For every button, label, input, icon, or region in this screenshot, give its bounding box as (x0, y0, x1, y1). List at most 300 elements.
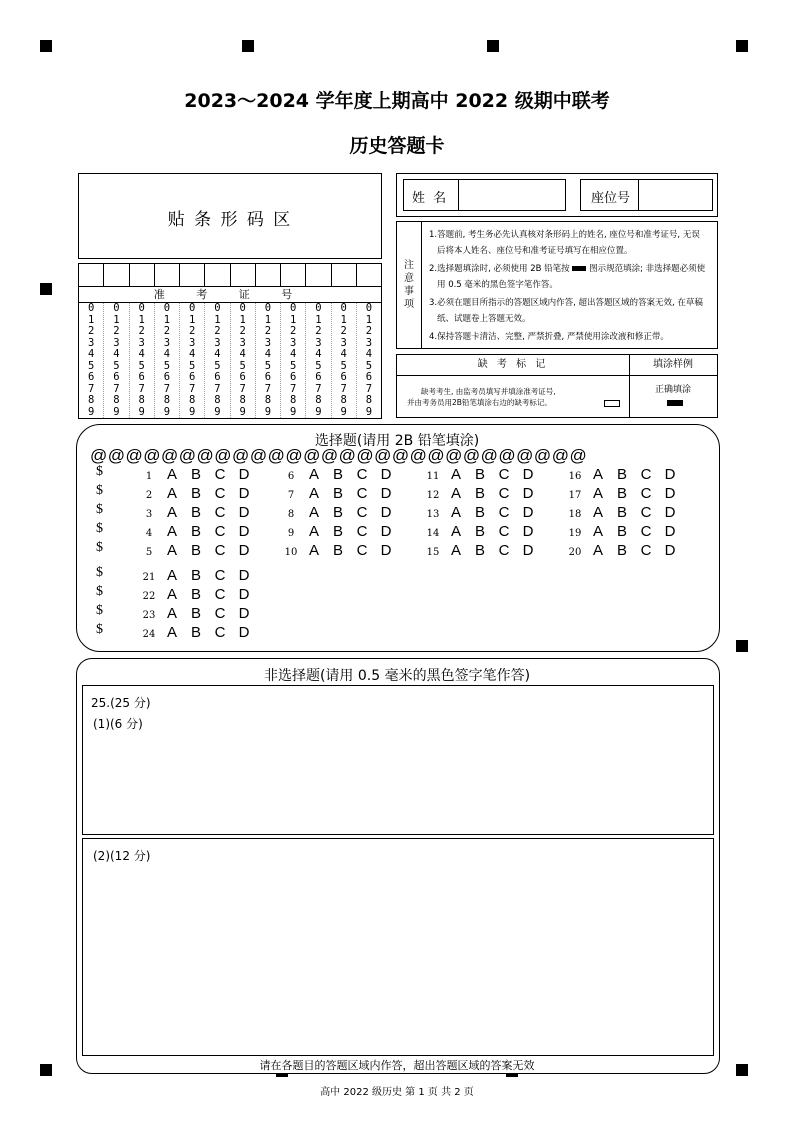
option-bubble-b[interactable]: B (190, 542, 201, 559)
id-digit-column (180, 303, 205, 418)
question-number: 12 (426, 490, 440, 501)
row-marker: $ (96, 521, 103, 536)
option-bubble-c[interactable]: C (356, 485, 368, 502)
option-bubble-d[interactable]: D (238, 567, 250, 584)
id-digit-bubble[interactable]: 6 (264, 371, 272, 383)
info-box (396, 173, 718, 217)
id-digit-bubble[interactable]: 1 (315, 313, 322, 326)
question-row (280, 504, 398, 521)
id-cell[interactable] (155, 264, 180, 286)
id-digit-bubble[interactable]: 9 (289, 405, 297, 418)
id-digit-bubble[interactable]: 0 (188, 302, 196, 314)
id-digit-bubble[interactable]: 4 (315, 348, 322, 360)
part1-label: (1)(6 分) (93, 717, 143, 731)
id-digit-bubble[interactable]: 4 (87, 348, 95, 360)
id-digit-bubble[interactable]: 1 (163, 313, 171, 326)
id-digit-bubble[interactable]: 9 (239, 405, 246, 418)
option-bubble-c[interactable]: C (640, 504, 652, 521)
id-digit-bubble[interactable]: 5 (87, 359, 95, 372)
id-digit-bubble[interactable]: 3 (188, 336, 196, 349)
id-digit-bubble[interactable]: 2 (87, 325, 95, 337)
option-bubble-b[interactable]: B (616, 523, 627, 540)
id-digit-column (205, 303, 230, 418)
id-digit-bubble[interactable]: 0 (365, 302, 373, 314)
answer-box-1[interactable] (82, 685, 714, 835)
id-digit-bubble[interactable]: 2 (365, 325, 373, 337)
option-bubble-c[interactable]: C (214, 567, 226, 584)
id-digit-bubble[interactable]: 7 (87, 382, 95, 395)
id-digit-bubble[interactable]: 8 (340, 394, 347, 406)
id-digit-bubble[interactable]: 2 (264, 325, 272, 337)
id-digit-bubble[interactable]: 7 (289, 382, 297, 395)
option-bubble-a[interactable]: A (592, 485, 603, 502)
option-bubble-a[interactable]: A (308, 485, 319, 502)
option-bubble-b[interactable]: B (474, 504, 485, 521)
option-bubble-c[interactable]: C (214, 542, 226, 559)
option-bubble-a[interactable]: A (450, 485, 461, 502)
id-digit-bubble[interactable]: 6 (315, 371, 322, 383)
page-subtitle: 历史答题卡 (349, 135, 445, 157)
option-bubble-c[interactable]: C (640, 523, 652, 540)
row-marker: $ (96, 565, 103, 580)
option-bubble-a[interactable]: A (308, 542, 319, 559)
option-bubble-a[interactable]: A (166, 605, 177, 622)
option-bubble-d[interactable]: D (522, 523, 534, 540)
option-bubble-d[interactable]: D (238, 605, 250, 622)
option-bubble-a[interactable]: A (166, 485, 177, 502)
mc-at-row: @@@@@@@@@@@@@@@@@@@@@@@@@@@@ (90, 446, 588, 465)
option-bubble-b[interactable]: B (332, 504, 343, 521)
id-digit-bubble[interactable]: 3 (214, 336, 221, 349)
id-digit-bubble[interactable]: 0 (239, 302, 246, 314)
id-digit-bubble[interactable]: 4 (138, 348, 145, 360)
id-digit-bubble[interactable]: 4 (289, 348, 297, 360)
id-digit-bubble[interactable]: 7 (264, 382, 272, 395)
option-bubble-b[interactable]: B (474, 466, 485, 483)
question-row (564, 485, 682, 502)
id-digit-bubble[interactable]: 7 (138, 382, 145, 395)
id-digit-bubble[interactable]: 7 (340, 382, 347, 395)
question-number: 11 (426, 471, 440, 482)
option-bubble-c[interactable]: C (356, 504, 368, 521)
id-digit-bubble[interactable]: 9 (87, 405, 95, 418)
id-digit-bubble[interactable]: 8 (365, 394, 373, 406)
id-digit-bubble[interactable]: 1 (188, 313, 196, 326)
id-digit-bubble[interactable]: 3 (163, 336, 171, 349)
id-digit-bubble[interactable]: 1 (214, 313, 221, 326)
question-row (422, 523, 540, 540)
id-digit-bubble[interactable]: 5 (163, 359, 171, 372)
option-bubble-c[interactable]: C (640, 485, 652, 502)
question-number: 3 (145, 509, 153, 520)
id-digit-bubble[interactable]: 6 (365, 371, 373, 383)
question-row (280, 542, 398, 559)
option-bubble-b[interactable]: B (190, 504, 201, 521)
question-number: 15 (426, 547, 440, 558)
option-bubble-c[interactable]: C (214, 485, 226, 502)
option-bubble-c[interactable]: C (356, 466, 368, 483)
timing-mark (736, 40, 748, 52)
id-digit-bubble[interactable]: 1 (87, 313, 95, 326)
option-bubble-b[interactable]: B (332, 466, 343, 483)
option-bubble-d[interactable]: D (380, 504, 392, 521)
id-digit-bubble[interactable]: 3 (289, 336, 297, 349)
id-digit-bubble[interactable]: 8 (264, 394, 272, 406)
id-digit-column (155, 303, 180, 418)
option-bubble-b[interactable]: B (616, 504, 627, 521)
option-bubble-c[interactable]: C (356, 542, 368, 559)
option-bubble-a[interactable]: A (592, 542, 603, 559)
id-cell[interactable] (79, 264, 104, 286)
id-digit-bubble[interactable]: 8 (188, 394, 196, 406)
id-cell[interactable] (231, 264, 256, 286)
option-bubble-a[interactable]: A (592, 504, 603, 521)
id-digit-bubble[interactable]: 8 (289, 394, 297, 406)
id-digit-bubble[interactable]: 8 (113, 394, 120, 406)
row-marker: $ (96, 540, 103, 555)
id-digit-bubble[interactable]: 7 (214, 382, 221, 395)
id-digit-bubble[interactable]: 6 (113, 371, 120, 383)
option-bubble-a[interactable]: A (166, 542, 177, 559)
id-digit-bubble[interactable]: 3 (315, 336, 322, 349)
id-digit-bubble[interactable]: 2 (340, 325, 347, 337)
option-bubble-b[interactable]: B (190, 567, 201, 584)
id-digit-bubble[interactable]: 2 (289, 325, 297, 337)
id-digit-bubble[interactable]: 2 (239, 325, 246, 337)
id-cell[interactable] (104, 264, 129, 286)
id-digit-column (104, 303, 129, 418)
id-digit-bubble[interactable]: 8 (315, 394, 322, 406)
question-number: 23 (142, 610, 156, 621)
id-digit-bubble[interactable]: 3 (239, 336, 246, 349)
option-bubble-b[interactable]: B (474, 485, 485, 502)
option-bubble-b[interactable]: B (616, 485, 627, 502)
option-bubble-a[interactable]: A (450, 504, 461, 521)
option-bubble-c[interactable]: C (214, 624, 226, 641)
id-digit-bubble[interactable]: 3 (87, 336, 95, 349)
option-bubble-b[interactable]: B (616, 542, 627, 559)
page-footer: 高中 2022 级历史 第 1 页 共 2 页 (320, 1087, 474, 1098)
id-cell[interactable] (281, 264, 306, 286)
id-digit-bubble[interactable]: 9 (138, 405, 145, 418)
id-digit-bubble[interactable]: 5 (315, 359, 322, 372)
option-bubble-d[interactable]: D (238, 624, 250, 641)
notes-title: 注意事项 (397, 222, 422, 348)
question-row (138, 504, 256, 521)
option-bubble-b[interactable]: B (474, 542, 485, 559)
id-digit-bubble[interactable]: 5 (188, 359, 196, 372)
option-bubble-d[interactable]: D (238, 466, 250, 483)
question-number: 17 (568, 490, 582, 501)
id-digit-bubble[interactable]: 7 (239, 382, 246, 395)
id-digit-bubble[interactable]: 3 (340, 336, 347, 349)
id-digit-bubble[interactable]: 9 (340, 405, 347, 418)
id-digit-column (256, 303, 281, 418)
id-digit-column (130, 303, 155, 418)
id-digit-bubble[interactable]: 9 (315, 405, 322, 418)
question-number: 20 (568, 547, 582, 558)
id-digit-bubble[interactable]: 9 (188, 405, 196, 418)
question-row (564, 542, 682, 559)
id-cell[interactable] (205, 264, 230, 286)
option-bubble-d[interactable]: D (238, 523, 250, 540)
option-bubble-d[interactable]: D (238, 504, 250, 521)
id-digit-bubble[interactable]: 2 (188, 325, 196, 337)
question-row (138, 485, 256, 502)
id-digit-bubble[interactable]: 8 (163, 394, 171, 406)
option-bubble-a[interactable]: A (450, 542, 461, 559)
option-bubble-c[interactable]: C (498, 485, 510, 502)
id-digit-bubble[interactable]: 5 (365, 359, 373, 372)
option-bubble-c[interactable]: C (214, 605, 226, 622)
id-cell[interactable] (130, 264, 155, 286)
id-digit-bubble[interactable]: 4 (188, 348, 196, 360)
option-bubble-b[interactable]: B (332, 485, 343, 502)
id-digit-bubble[interactable]: 5 (340, 359, 347, 372)
id-digit-bubble[interactable]: 6 (138, 371, 145, 383)
option-bubble-d[interactable]: D (664, 523, 676, 540)
option-bubble-b[interactable]: B (190, 605, 201, 622)
id-digit-bubble[interactable]: 1 (365, 313, 373, 326)
id-digit-bubble[interactable]: 7 (113, 382, 120, 395)
id-digit-bubble[interactable]: 7 (365, 382, 373, 395)
id-digit-bubble[interactable]: 2 (138, 325, 145, 337)
id-digit-bubble[interactable]: 0 (113, 302, 120, 314)
id-digit-bubble[interactable]: 9 (113, 405, 120, 418)
option-bubble-c[interactable]: C (214, 523, 226, 540)
id-digit-bubble[interactable]: 6 (289, 371, 297, 383)
id-digit-bubble[interactable]: 0 (264, 302, 272, 314)
question-row (422, 504, 540, 521)
id-digit-bubble[interactable]: 0 (315, 302, 322, 314)
option-bubble-c[interactable]: C (498, 542, 510, 559)
id-label: 准 考 证 号 (78, 287, 382, 303)
option-bubble-d[interactable]: D (380, 523, 392, 540)
id-digit-bubble[interactable]: 8 (239, 394, 246, 406)
id-cell[interactable] (256, 264, 281, 286)
row-marker: $ (96, 483, 103, 498)
id-digit-bubble[interactable]: 7 (315, 382, 322, 395)
note-2: 2.选择题填涂时, 必须使用 2B 铅笔按 图示规范填涂; 非选择题必须使 (429, 264, 706, 274)
option-bubble-d[interactable]: D (522, 485, 534, 502)
option-bubble-b[interactable]: B (190, 586, 201, 603)
id-digit-bubble[interactable]: 5 (289, 359, 297, 372)
option-bubble-d[interactable]: D (380, 542, 392, 559)
option-bubble-c[interactable]: C (214, 466, 226, 483)
question-row (138, 542, 256, 559)
mc-title: 选择题(请用 2B 铅笔填涂) (314, 433, 480, 449)
option-bubble-b[interactable]: B (474, 523, 485, 540)
timing-mark (487, 40, 499, 52)
question-row (280, 466, 398, 483)
id-digit-bubble[interactable]: 8 (214, 394, 221, 406)
id-write-cells (78, 263, 382, 287)
option-bubble-a[interactable]: A (166, 567, 177, 584)
row-marker: $ (96, 584, 103, 599)
question-number: 14 (426, 528, 440, 539)
id-digit-bubble[interactable]: 5 (264, 359, 272, 372)
id-digit-bubble[interactable]: 3 (264, 336, 272, 349)
option-bubble-d[interactable]: D (664, 504, 676, 521)
option-bubble-a[interactable]: A (166, 523, 177, 540)
question-number: 6 (287, 471, 295, 482)
id-digit-bubble[interactable]: 1 (138, 313, 145, 326)
id-digit-bubble[interactable]: 0 (163, 302, 171, 314)
question-row (138, 466, 256, 483)
note-2b: 用 0.5 毫米的黑色签字笔作答。 (437, 280, 558, 290)
id-digit-bubble[interactable]: 5 (113, 359, 120, 372)
option-bubble-a[interactable]: A (166, 504, 177, 521)
option-bubble-b[interactable]: B (190, 466, 201, 483)
option-bubble-a[interactable]: A (308, 523, 319, 540)
question-number: 7 (287, 490, 295, 501)
question-row (138, 523, 256, 540)
id-digit-bubble[interactable]: 4 (264, 348, 272, 360)
question-number: 9 (287, 528, 295, 539)
question-row (422, 542, 540, 559)
absent-title: 缺 考 标 记 (397, 355, 630, 376)
id-digit-bubble[interactable]: 6 (239, 371, 246, 383)
question-number: 13 (426, 509, 440, 520)
option-bubble-a[interactable]: A (450, 466, 461, 483)
id-digit-bubble[interactable]: 0 (138, 302, 145, 314)
option-bubble-b[interactable]: B (332, 523, 343, 540)
option-bubble-d[interactable]: D (380, 485, 392, 502)
id-digit-bubble[interactable]: 5 (239, 359, 246, 372)
id-digit-bubble[interactable]: 7 (163, 382, 171, 395)
id-digit-bubble[interactable]: 5 (214, 359, 221, 372)
question-number: 8 (287, 509, 295, 520)
absent-bubble[interactable] (604, 400, 620, 407)
id-digit-bubble[interactable]: 1 (340, 313, 347, 326)
page-title: 2023～2024 学年度上期高中 2022 级期中联考 (184, 90, 610, 112)
id-digit-bubble[interactable]: 4 (365, 348, 373, 360)
id-digit-bubble[interactable]: 8 (138, 394, 145, 406)
option-bubble-b[interactable]: B (190, 485, 201, 502)
id-digit-bubble[interactable]: 1 (264, 313, 272, 326)
option-bubble-d[interactable]: D (238, 542, 250, 559)
id-digit-bubble[interactable]: 4 (239, 348, 246, 360)
id-digit-bubble[interactable]: 0 (289, 302, 297, 314)
id-digit-column (306, 303, 331, 418)
option-bubble-a[interactable]: A (450, 523, 461, 540)
id-digit-bubble[interactable]: 2 (214, 325, 221, 337)
option-bubble-c[interactable]: C (498, 523, 510, 540)
id-digit-bubble[interactable]: 0 (340, 302, 347, 314)
option-bubble-a[interactable]: A (592, 466, 603, 483)
id-digit-bubble[interactable]: 2 (163, 325, 171, 337)
option-bubble-d[interactable]: D (522, 504, 534, 521)
option-bubble-d[interactable]: D (522, 542, 534, 559)
option-bubble-b[interactable]: B (190, 624, 201, 641)
id-digit-bubble[interactable]: 6 (163, 371, 171, 383)
id-digit-bubble[interactable]: 2 (113, 325, 120, 337)
id-digit-bubble[interactable]: 4 (163, 348, 171, 360)
barcode-label: 贴 条 形 码 区 (167, 210, 293, 230)
option-bubble-c[interactable]: C (214, 504, 226, 521)
id-digit-bubble[interactable]: 4 (340, 348, 347, 360)
option-bubble-b[interactable]: B (616, 466, 627, 483)
answer-box-2[interactable] (82, 838, 714, 1056)
id-digit-bubble[interactable]: 1 (239, 313, 246, 326)
sample-label: 正确填涂 (655, 385, 692, 395)
q25-label: 25.(25 分) (91, 696, 151, 710)
option-bubble-d[interactable]: D (238, 485, 250, 502)
id-digit-bubble[interactable]: 9 (365, 405, 373, 418)
option-bubble-a[interactable]: A (166, 624, 177, 641)
id-digit-bubble[interactable]: 3 (113, 336, 120, 349)
id-cell[interactable] (332, 264, 357, 286)
sample-filled-bubble (667, 400, 683, 406)
note-3: 3.必须在题目所指示的答题区域内作答, 超出答题区域的答案无效, 在草稿 (429, 298, 703, 308)
option-bubble-d[interactable]: D (380, 466, 392, 483)
id-digit-bubble[interactable]: 2 (315, 325, 322, 337)
id-digit-bubble[interactable]: 4 (214, 348, 221, 360)
id-digit-column (357, 303, 381, 418)
part2-label: (2)(12 分) (93, 849, 151, 863)
id-digit-bubble[interactable]: 9 (264, 405, 272, 418)
option-bubble-c[interactable]: C (214, 586, 226, 603)
name-field[interactable] (403, 179, 566, 211)
option-bubble-c[interactable]: C (640, 466, 652, 483)
id-digit-bubble[interactable]: 3 (138, 336, 145, 349)
option-bubble-c[interactable]: C (498, 466, 510, 483)
id-digit-bubble[interactable]: 6 (188, 371, 196, 383)
id-digit-column (79, 303, 104, 418)
id-digit-bubble[interactable]: 6 (214, 371, 221, 383)
option-bubble-c[interactable]: C (498, 504, 510, 521)
option-bubble-a[interactable]: A (166, 586, 177, 603)
id-digit-bubble[interactable]: 6 (87, 371, 95, 383)
id-digit-bubble[interactable]: 9 (214, 405, 221, 418)
option-bubble-a[interactable]: A (308, 466, 319, 483)
question-row (280, 523, 398, 540)
id-digit-bubble[interactable]: 1 (289, 313, 297, 326)
question-row (564, 504, 682, 521)
option-bubble-d[interactable]: D (664, 485, 676, 502)
id-digit-bubble[interactable]: 1 (113, 313, 120, 326)
id-digit-bubble[interactable]: 5 (138, 359, 145, 372)
option-bubble-b[interactable]: B (332, 542, 343, 559)
id-digit-bubble[interactable]: 4 (113, 348, 120, 360)
name-label: 姓 名 (412, 191, 449, 206)
id-digit-bubble[interactable]: 6 (340, 371, 347, 383)
option-bubble-d[interactable]: D (664, 542, 676, 559)
id-digit-bubble[interactable]: 0 (87, 302, 95, 314)
id-cell[interactable] (306, 264, 331, 286)
option-bubble-c[interactable]: C (640, 542, 652, 559)
id-cell[interactable] (357, 264, 381, 286)
seat-field[interactable] (580, 179, 713, 211)
id-digit-bubble[interactable]: 0 (214, 302, 221, 314)
option-bubble-d[interactable]: D (238, 586, 250, 603)
id-digit-bubble[interactable]: 3 (365, 336, 373, 349)
question-number: 24 (142, 629, 156, 640)
option-bubble-a[interactable]: A (308, 504, 319, 521)
id-digit-column (332, 303, 357, 418)
id-digit-bubble[interactable]: 9 (163, 405, 171, 418)
question-row (138, 624, 256, 641)
option-bubble-b[interactable]: B (190, 523, 201, 540)
id-digit-bubble[interactable]: 8 (87, 394, 95, 406)
option-bubble-c[interactable]: C (356, 523, 368, 540)
id-cell[interactable] (180, 264, 205, 286)
option-bubble-a[interactable]: A (166, 466, 177, 483)
option-bubble-d[interactable]: D (664, 466, 676, 483)
option-bubble-a[interactable]: A (592, 523, 603, 540)
id-digit-bubble[interactable]: 7 (188, 382, 196, 395)
option-bubble-d[interactable]: D (522, 466, 534, 483)
